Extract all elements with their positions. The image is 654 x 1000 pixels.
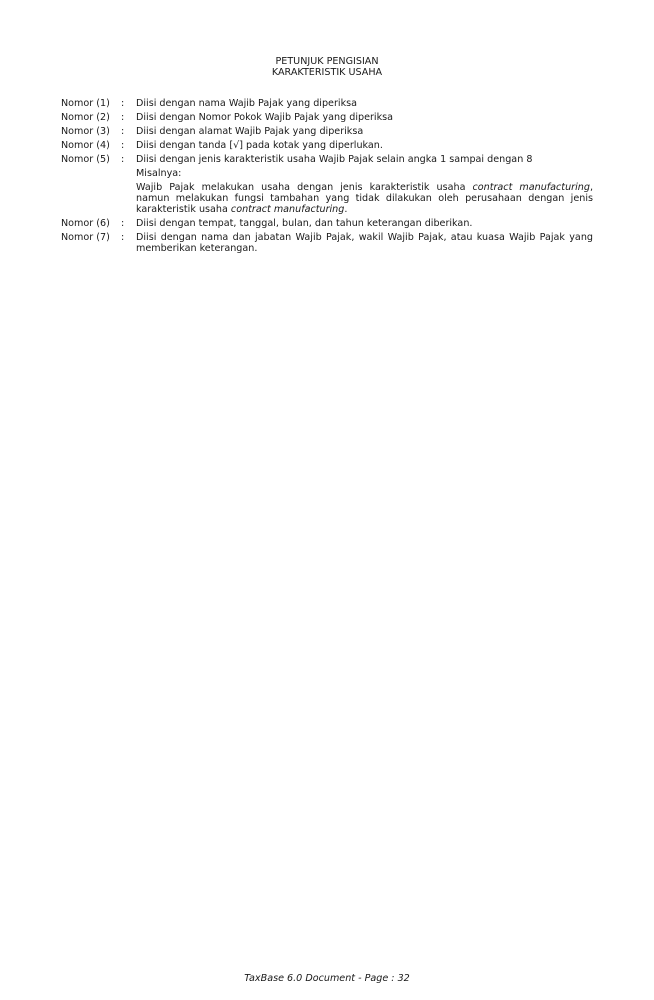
- item-body: [136, 154, 593, 215]
- list-item: [61, 140, 593, 151]
- item-text: Diisi dengan nama Wajib Pajak yang diperiksa: [136, 98, 358, 109]
- item-label: Nomor (6): [61, 218, 110, 229]
- list-item: [61, 232, 593, 254]
- list-item: [61, 126, 593, 137]
- title-line-1: PETUNJUK PENGISIAN: [275, 56, 379, 67]
- instruction-list: [61, 98, 593, 257]
- item-colon: :: [121, 126, 125, 137]
- item-text: Diisi dengan Nomor Pokok Wajib Pajak yang diperiksa: [136, 112, 394, 123]
- item-text: Diisi dengan tanda [√] pada kotak yang diperlukan.: [136, 140, 383, 151]
- list-item: [61, 112, 593, 123]
- item-colon: :: [121, 140, 125, 151]
- example-text-part-3: .: [344, 204, 348, 215]
- item-colon: :: [121, 112, 125, 123]
- example-italic-term-2: contract manufacturing: [230, 204, 345, 215]
- example-text-part-1: Wajib Pajak melakukan usaha dengan jenis karakteristik usaha: [136, 182, 473, 193]
- item-label: Nomor (7): [61, 232, 110, 243]
- item-colon: :: [121, 232, 125, 243]
- page-footer: TaxBase 6.0 Document - Page : 32: [244, 973, 410, 984]
- example-italic-term-1: contract manufacturing: [472, 182, 590, 193]
- item-text: Diisi dengan jenis karakteristik usaha Wajib Pajak selain angka 1 sampai dengan 8: [136, 154, 533, 165]
- item-label: Nomor (5): [61, 154, 110, 165]
- item-colon: :: [121, 154, 125, 165]
- example-paragraph: [136, 182, 593, 215]
- item-text: Diisi dengan nama dan jabatan Wajib Pajak, wakil Wajib Pajak, atau kuasa Wajib Pajak yang memberikan keterangan.: [136, 232, 593, 254]
- item-text: Diisi dengan tempat, tanggal, bulan, dan tahun keterangan diberikan.: [136, 218, 473, 229]
- example-text-part-2: , namun melakukan fungsi tambahan yang tidak dilakukan oleh perusahaan dengan jenis karakteristik usaha: [136, 182, 593, 215]
- item-text: Diisi dengan alamat Wajib Pajak yang diperiksa: [136, 126, 364, 137]
- item-label: Nomor (2): [61, 112, 110, 123]
- example-heading: Misalnya:: [136, 168, 182, 179]
- page-title: [0, 56, 654, 78]
- item-label: Nomor (3): [61, 126, 110, 137]
- list-item: [61, 154, 593, 215]
- title-line-2: KARAKTERISTIK USAHA: [271, 67, 383, 78]
- list-item: [61, 98, 593, 109]
- item-label: Nomor (4): [61, 140, 110, 151]
- item-label: Nomor (1): [61, 98, 110, 109]
- item-colon: :: [121, 218, 125, 229]
- list-item: [61, 218, 593, 229]
- item-colon: :: [121, 98, 125, 109]
